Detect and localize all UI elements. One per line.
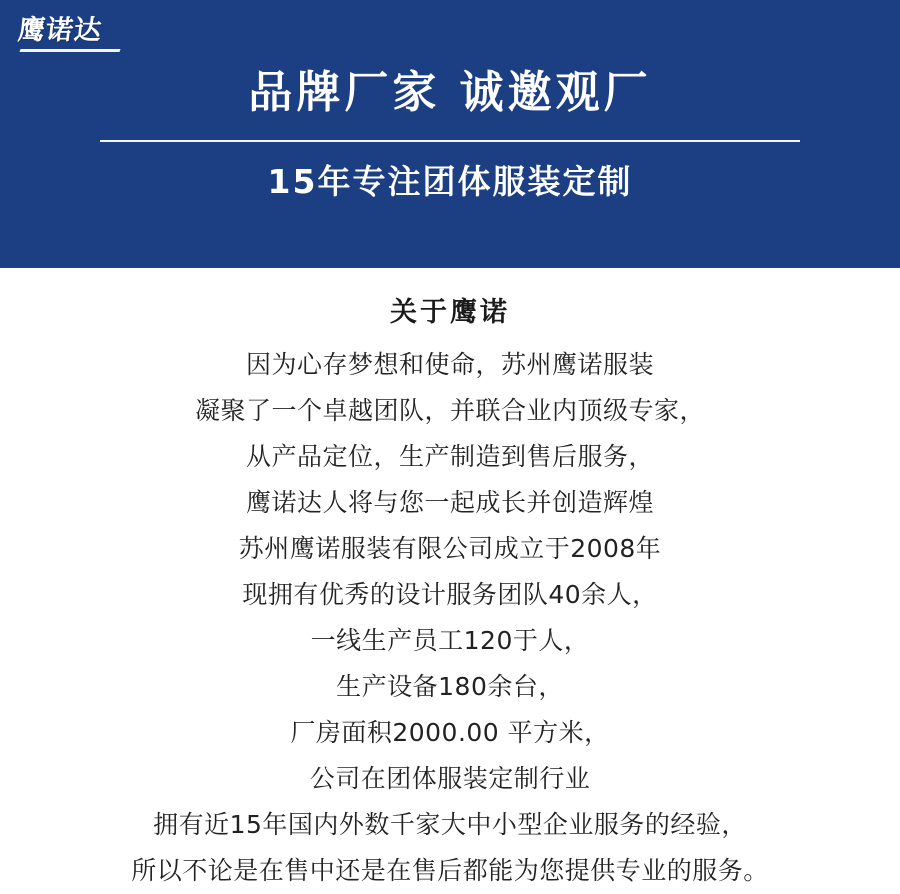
about-section [0, 268, 900, 894]
paragraph-line: 一线生产员工120于人， [310, 626, 590, 655]
paragraph-line: 生产设备180余台， [336, 672, 564, 701]
paragraph-line: 公司在团体服装定制行业 [309, 764, 591, 793]
paragraph-line: 厂房面积2000.00 平方米， [290, 718, 610, 747]
paragraph-line: 所以不论是在售中还是在售后都能为您提供专业的服务。 [131, 856, 769, 885]
paragraph-line: 凝聚了一个卓越团队，并联合业内顶级专家， [194, 396, 705, 425]
paragraph-line: 从产品定位，生产制造到售后服务， [245, 442, 654, 471]
banner-divider [100, 140, 800, 142]
paragraph-line: 因为心存梦想和使命，苏州鹰诺服装 [245, 350, 654, 379]
paragraph-line: 苏州鹰诺服装有限公司成立于2008年 [238, 534, 662, 563]
section-title: 关于鹰诺 [390, 297, 510, 328]
about-paragraph [0, 342, 900, 894]
paragraph-line: 鹰诺达人将与您一起成长并创造辉煌 [245, 488, 654, 517]
banner-title: 品牌厂家 诚邀观厂 [248, 67, 652, 118]
paragraph-line: 现拥有优秀的设计服务团队40余人， [242, 580, 658, 609]
brand-logo-text: 鹰诺达 [16, 15, 104, 46]
banner-content [0, 0, 900, 268]
paragraph-line: 拥有近15年国内外数千家大中小型企业服务的经验， [153, 810, 747, 839]
hero-banner [0, 0, 900, 268]
banner-subtitle: 15年专注团体服装定制 [267, 162, 633, 201]
